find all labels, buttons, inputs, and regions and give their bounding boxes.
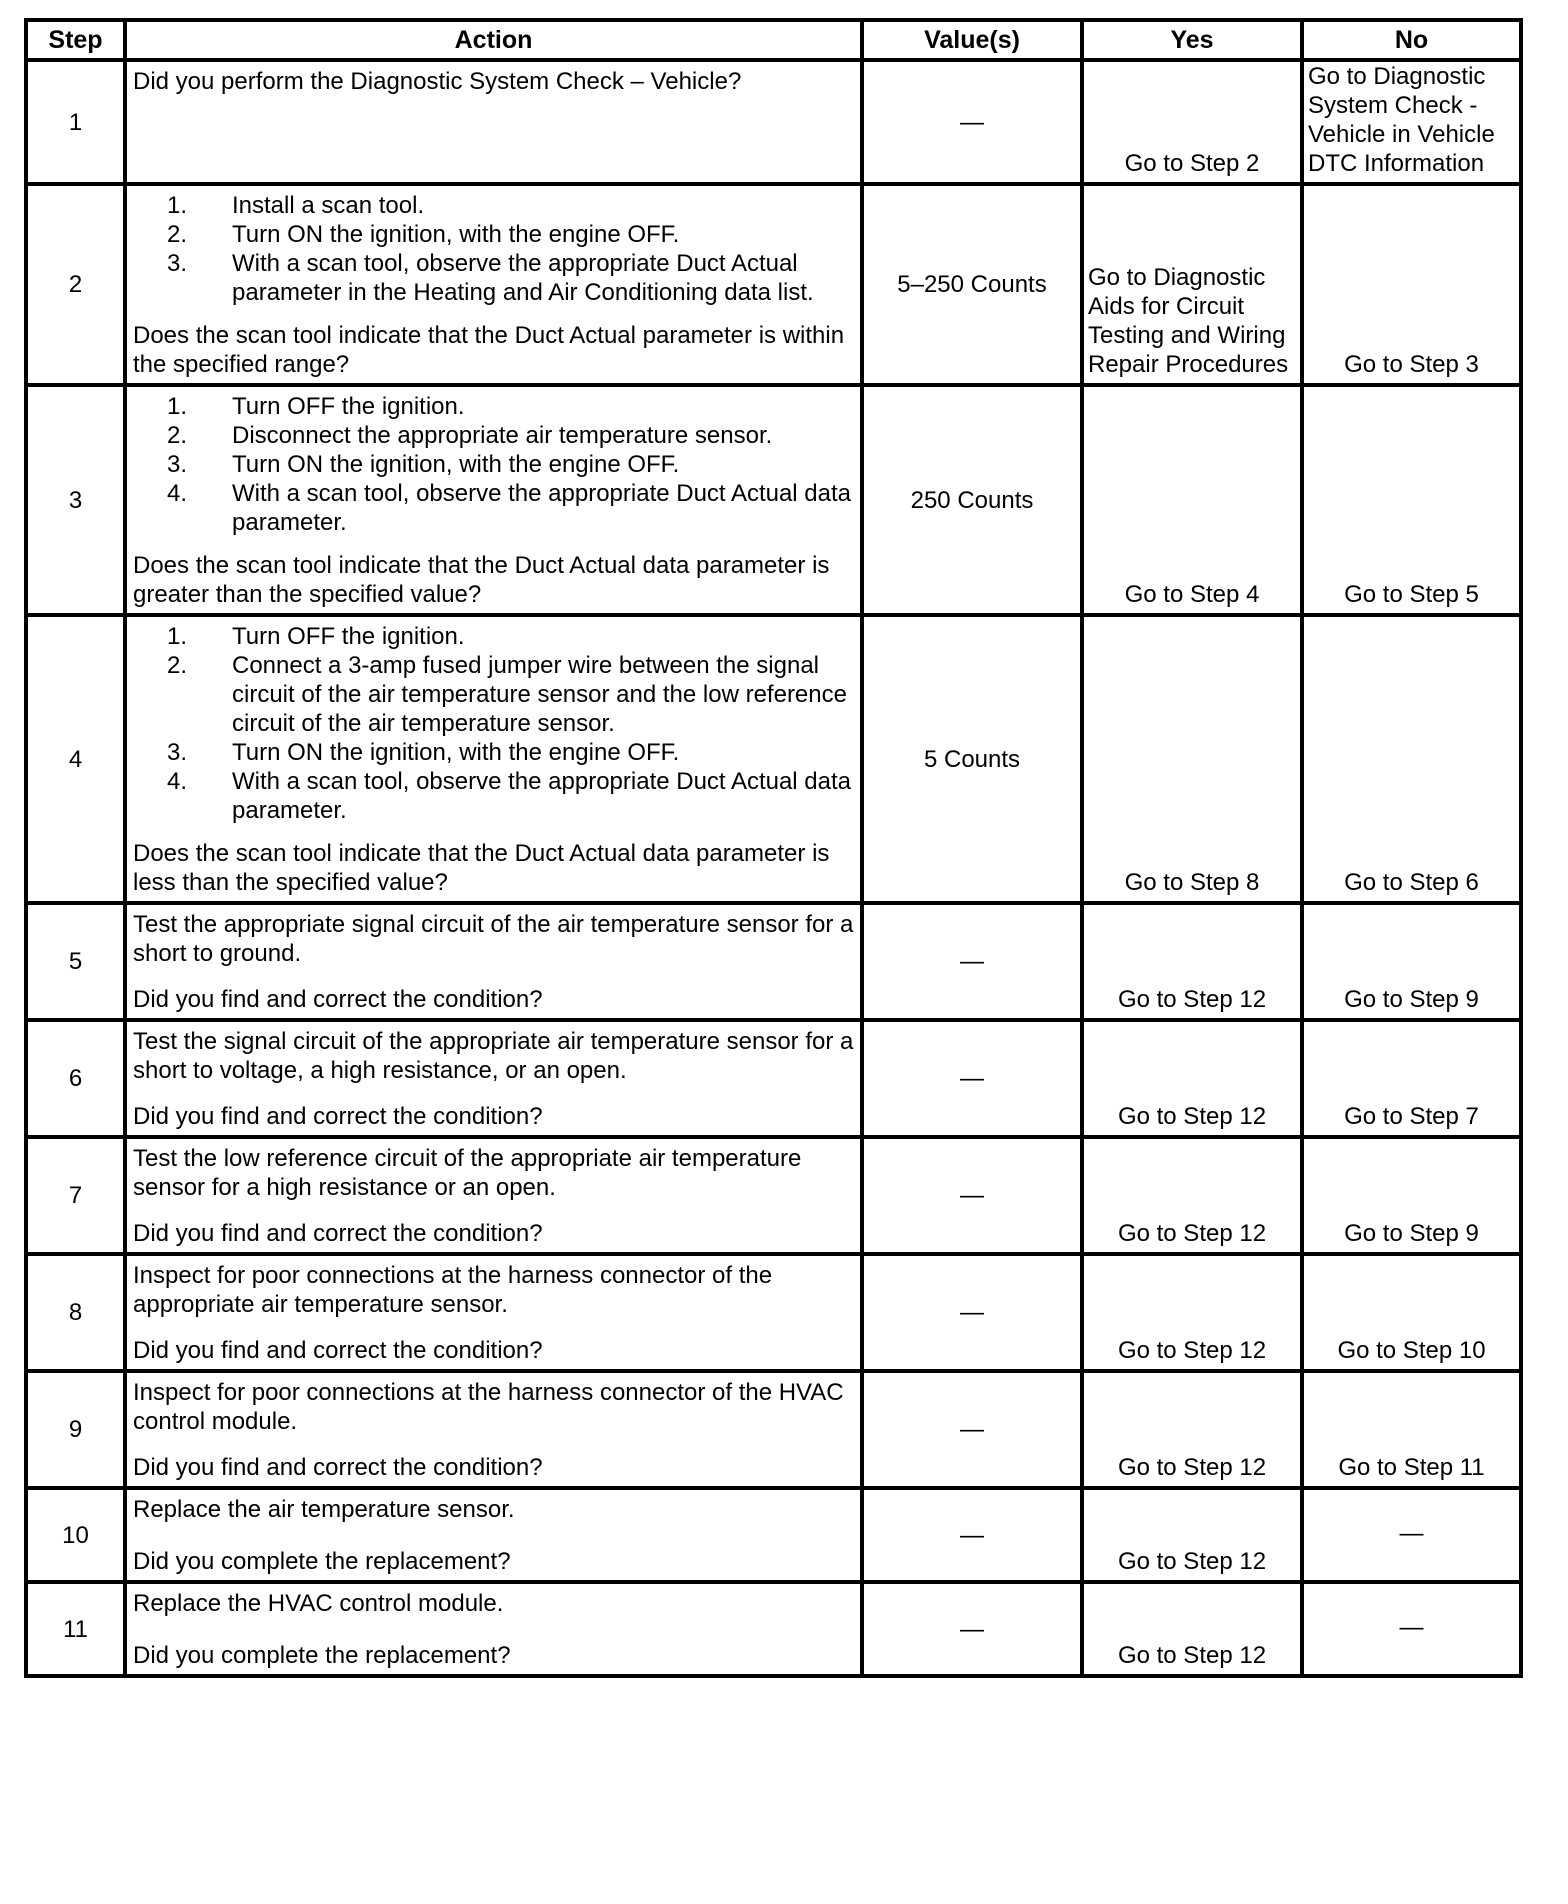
substep-list xyxy=(133,392,856,537)
action-content xyxy=(133,1589,856,1670)
substep-item xyxy=(167,450,856,479)
no-cell: Go to Step 11 xyxy=(1302,1371,1521,1488)
substep-item xyxy=(167,738,856,767)
value-cell: — xyxy=(862,1488,1082,1582)
value-cell: — xyxy=(862,1254,1082,1371)
table-row xyxy=(26,1020,1521,1137)
action-top xyxy=(133,392,856,537)
value-cell: — xyxy=(862,1371,1082,1488)
table-row xyxy=(26,385,1521,615)
substep-item xyxy=(167,421,856,450)
no-cell: Go to Step 5 xyxy=(1302,385,1521,615)
table-row xyxy=(26,1582,1521,1676)
substep-number: 2. xyxy=(167,221,188,248)
action-top xyxy=(133,1027,856,1085)
step-number: 6 xyxy=(26,1020,125,1137)
step-number: 8 xyxy=(26,1254,125,1371)
substep-item xyxy=(167,220,856,249)
substep-text: Turn ON the ignition, with the engine OFF. xyxy=(232,221,680,248)
substep-text: Connect a 3-amp fused jumper wire between the signal circuit of the air temperature sensor and the low reference circuit of the air temperature sensor. xyxy=(232,652,847,737)
action-content xyxy=(133,1027,856,1131)
action-question: Does the scan tool indicate that the Duct Actual data parameter is less than the specified value? xyxy=(133,840,830,896)
diagnostic-table xyxy=(24,18,1523,1678)
step-number: 10 xyxy=(26,1488,125,1582)
action-cell xyxy=(125,1254,862,1371)
action-top xyxy=(133,1589,856,1618)
no-cell: — xyxy=(1302,1488,1521,1582)
action-text: Replace the air temperature sensor. xyxy=(133,1496,515,1523)
step-number: 9 xyxy=(26,1371,125,1488)
substep-number: 2. xyxy=(167,652,188,679)
substep-list xyxy=(133,622,856,825)
action-text: Test the signal circuit of the appropriate air temperature sensor for a short to voltage, a high resistance, or an open. xyxy=(133,1028,854,1084)
action-question: Does the scan tool indicate that the Duct Actual data parameter is greater than the specified value? xyxy=(133,552,830,608)
substep-number: 4. xyxy=(167,768,188,795)
table-row xyxy=(26,184,1521,385)
table-row xyxy=(26,1137,1521,1254)
action-top xyxy=(133,67,856,96)
substep-number: 1. xyxy=(167,192,188,219)
action-content xyxy=(133,67,856,178)
action-text: Did you perform the Diagnostic System Check – Vehicle? xyxy=(133,68,742,95)
no-cell: Go to Step 6 xyxy=(1302,615,1521,903)
action-question: Did you find and correct the condition? xyxy=(133,1337,543,1364)
no-cell: — xyxy=(1302,1582,1521,1676)
action-top xyxy=(133,1378,856,1436)
no-cell: Go to Diagnostic System Check - Vehicle in Vehicle DTC Information xyxy=(1302,60,1521,184)
action-top xyxy=(133,191,856,307)
header-values: Value(s) xyxy=(862,20,1082,60)
table-body xyxy=(26,60,1521,1676)
action-cell xyxy=(125,615,862,903)
substep-number: 3. xyxy=(167,739,188,766)
action-content xyxy=(133,910,856,1014)
substep-text: Turn OFF the ignition. xyxy=(232,623,465,650)
value-cell: 5–250 Counts xyxy=(862,184,1082,385)
action-top xyxy=(133,1144,856,1202)
no-cell: Go to Step 7 xyxy=(1302,1020,1521,1137)
yes-cell: Go to Step 8 xyxy=(1082,615,1302,903)
action-cell xyxy=(125,385,862,615)
yes-cell: Go to Step 12 xyxy=(1082,1020,1302,1137)
table-row xyxy=(26,1371,1521,1488)
substep-item xyxy=(167,191,856,220)
substep-item xyxy=(167,767,856,825)
substep-text: With a scan tool, observe the appropriate Duct Actual data parameter. xyxy=(232,768,852,824)
action-content xyxy=(133,392,856,609)
substep-item xyxy=(167,651,856,738)
no-cell: Go to Step 3 xyxy=(1302,184,1521,385)
yes-cell: Go to Step 4 xyxy=(1082,385,1302,615)
header-row xyxy=(26,20,1521,60)
substep-item xyxy=(167,622,856,651)
no-cell: Go to Step 9 xyxy=(1302,1137,1521,1254)
value-cell: 250 Counts xyxy=(862,385,1082,615)
action-text: Inspect for poor connections at the harness connector of the appropriate air temperature sensor. xyxy=(133,1262,773,1318)
action-question: Did you complete the replacement? xyxy=(133,1548,511,1575)
value-cell: 5 Counts xyxy=(862,615,1082,903)
substep-number: 3. xyxy=(167,451,188,478)
action-text: Inspect for poor connections at the harness connector of the HVAC control module. xyxy=(133,1379,844,1435)
substep-item xyxy=(167,479,856,537)
action-text: Test the low reference circuit of the appropriate air temperature sensor for a high resistance or an open. xyxy=(133,1145,802,1201)
action-content xyxy=(133,191,856,379)
substep-number: 1. xyxy=(167,393,188,420)
action-cell xyxy=(125,60,862,184)
action-content xyxy=(133,1261,856,1365)
action-top xyxy=(133,910,856,968)
value-cell: — xyxy=(862,1582,1082,1676)
yes-cell: Go to Step 12 xyxy=(1082,903,1302,1020)
action-cell xyxy=(125,1488,862,1582)
step-number: 11 xyxy=(26,1582,125,1676)
action-question: Did you find and correct the condition? xyxy=(133,986,543,1013)
action-text: Test the appropriate signal circuit of the air temperature sensor for a short to ground. xyxy=(133,911,854,967)
action-content xyxy=(133,622,856,897)
table-row xyxy=(26,903,1521,1020)
yes-cell: Go to Step 12 xyxy=(1082,1582,1302,1676)
no-cell: Go to Step 9 xyxy=(1302,903,1521,1020)
action-cell xyxy=(125,1137,862,1254)
yes-cell: Go to Step 12 xyxy=(1082,1137,1302,1254)
substep-text: With a scan tool, observe the appropriate Duct Actual data parameter. xyxy=(232,480,852,536)
substep-item xyxy=(167,392,856,421)
substep-text: Turn ON the ignition, with the engine OFF. xyxy=(232,451,680,478)
action-cell xyxy=(125,903,862,1020)
substep-number: 3. xyxy=(167,250,188,277)
substep-list xyxy=(133,191,856,307)
step-number: 1 xyxy=(26,60,125,184)
table-row xyxy=(26,615,1521,903)
action-top xyxy=(133,1495,856,1524)
value-cell: — xyxy=(862,60,1082,184)
substep-text: Turn ON the ignition, with the engine OFF. xyxy=(232,739,680,766)
step-number: 7 xyxy=(26,1137,125,1254)
action-content xyxy=(133,1495,856,1576)
no-cell: Go to Step 10 xyxy=(1302,1254,1521,1371)
header-yes: Yes xyxy=(1082,20,1302,60)
substep-item xyxy=(167,249,856,307)
substep-text: Install a scan tool. xyxy=(232,192,425,219)
step-number: 2 xyxy=(26,184,125,385)
action-question: Did you find and correct the condition? xyxy=(133,1220,543,1247)
value-cell: — xyxy=(862,903,1082,1020)
substep-number: 2. xyxy=(167,422,188,449)
step-number: 4 xyxy=(26,615,125,903)
yes-cell: Go to Step 12 xyxy=(1082,1488,1302,1582)
action-cell xyxy=(125,1020,862,1137)
substep-text: Turn OFF the ignition. xyxy=(232,393,465,420)
table-row xyxy=(26,1254,1521,1371)
action-content xyxy=(133,1378,856,1482)
action-cell xyxy=(125,184,862,385)
step-number: 5 xyxy=(26,903,125,1020)
yes-cell: Go to Step 12 xyxy=(1082,1371,1302,1488)
substep-number: 4. xyxy=(167,480,188,507)
action-cell xyxy=(125,1371,862,1488)
action-content xyxy=(133,1144,856,1248)
action-text: Replace the HVAC control module. xyxy=(133,1590,504,1617)
substep-text: With a scan tool, observe the appropriate Duct Actual parameter in the Heating and Air Conditioning data list. xyxy=(232,250,814,306)
action-question: Does the scan tool indicate that the Duct Actual parameter is within the specified range? xyxy=(133,322,845,378)
action-cell xyxy=(125,1582,862,1676)
action-top xyxy=(133,622,856,825)
header-step: Step xyxy=(26,20,125,60)
substep-text: Disconnect the appropriate air temperature sensor. xyxy=(232,422,773,449)
value-cell: — xyxy=(862,1020,1082,1137)
substep-number: 1. xyxy=(167,623,188,650)
yes-cell: Go to Diagnostic Aids for Circuit Testing and Wiring Repair Procedures xyxy=(1082,184,1302,385)
header-no: No xyxy=(1302,20,1521,60)
action-question: Did you find and correct the condition? xyxy=(133,1103,543,1130)
value-cell: — xyxy=(862,1137,1082,1254)
action-question: Did you find and correct the condition? xyxy=(133,1454,543,1481)
yes-cell: Go to Step 12 xyxy=(1082,1254,1302,1371)
header-action: Action xyxy=(125,20,862,60)
step-number: 3 xyxy=(26,385,125,615)
table-row xyxy=(26,60,1521,184)
table-row xyxy=(26,1488,1521,1582)
action-top xyxy=(133,1261,856,1319)
yes-cell: Go to Step 2 xyxy=(1082,60,1302,184)
action-question: Did you complete the replacement? xyxy=(133,1642,511,1669)
